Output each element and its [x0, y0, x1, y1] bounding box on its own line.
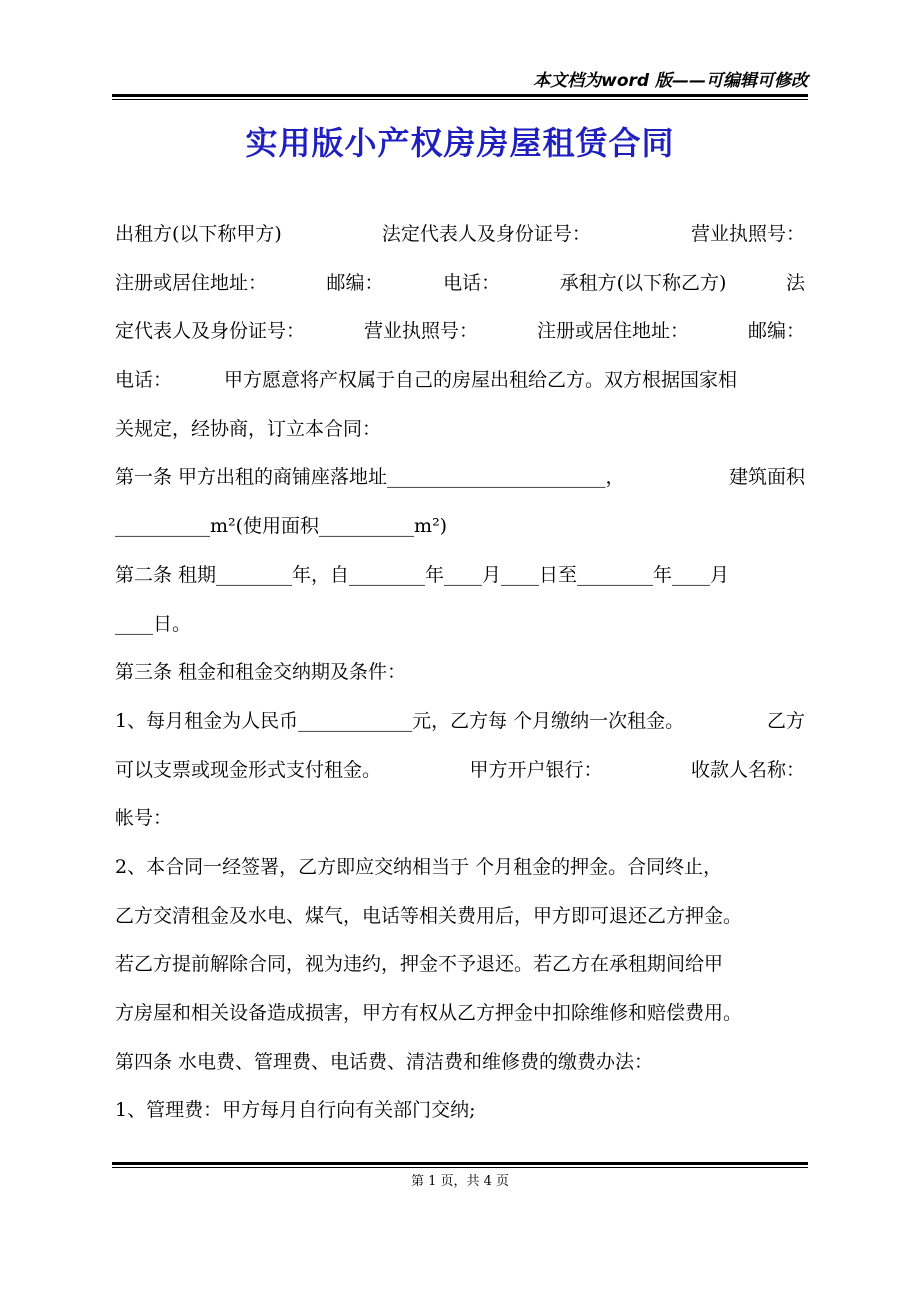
page-number: 第 1 页，共 4 页 — [410, 1174, 510, 1189]
body-line: 1、每月租金为人民币____________元，乙方每 个月缴纳一次租金。 乙方 — [115, 709, 805, 732]
body-line: 帐号： — [115, 807, 173, 830]
body-line: 2、本合同一经签署，乙方即应交纳相当于 个月租金的押金。合同终止， — [115, 855, 723, 878]
body-line: 注册或居住地址： 邮编： 电话： 承租方(以下称乙方) 法 — [115, 271, 805, 294]
body-line: 电话： 甲方愿意将产权属于自己的房屋出租给乙方。双方根据国家相 — [115, 369, 738, 392]
body-line: 定代表人及身份证号： 营业执照号： 注册或居住地址： 邮编： — [115, 320, 805, 343]
body-line: 方房屋和相关设备造成损害，甲方有权从乙方押金中扣除维修和赔偿费用。 — [115, 1002, 743, 1024]
body-line: ____日。 — [115, 612, 192, 635]
article-4-heading: 第四条 水电费、管理费、电话费、清洁费和维修费的缴费办法： — [115, 1050, 654, 1073]
header-rule-thin — [112, 99, 808, 100]
article-2-line: 第二条 租期________年，自________年____月____日至________年____月 — [115, 563, 730, 586]
body-line: 出租方(以下称甲方) 法定代表人及身份证号： 营业执照号： — [115, 223, 805, 245]
body-line: 乙方交清租金及水电、煤气，电话等相关费用后，甲方即可退还乙方押金。 — [115, 904, 743, 927]
footer-rule-thin — [112, 1167, 808, 1168]
article-1-line: 第一条 甲方出租的商铺座落地址_______________________， 建筑面积 — [115, 466, 805, 489]
footer-rule — [112, 1162, 808, 1165]
body-line: 1、管理费：甲方每月自行向有关部门交纳; — [115, 1099, 476, 1122]
body-line: 关规定，经协商，订立本合同： — [115, 417, 382, 440]
header-rule — [112, 94, 808, 97]
header-note: 本文档为word 版——可编辑可修改 — [533, 71, 808, 91]
body-line: __________m²(使用面积__________m²) — [115, 515, 448, 538]
body-line: 若乙方提前解除合同，视为违约，押金不予退还。若乙方在承租期间给甲 — [115, 953, 724, 976]
document-title: 实用版小产权房房屋租赁合同 — [245, 124, 675, 162]
contract-body — [115, 215, 805, 1140]
body-line: 可以支票或现金形式支付租金。 甲方开户银行： 收款人名称： — [115, 758, 805, 781]
article-3-heading: 第三条 租金和租金交纳期及条件： — [115, 661, 407, 684]
